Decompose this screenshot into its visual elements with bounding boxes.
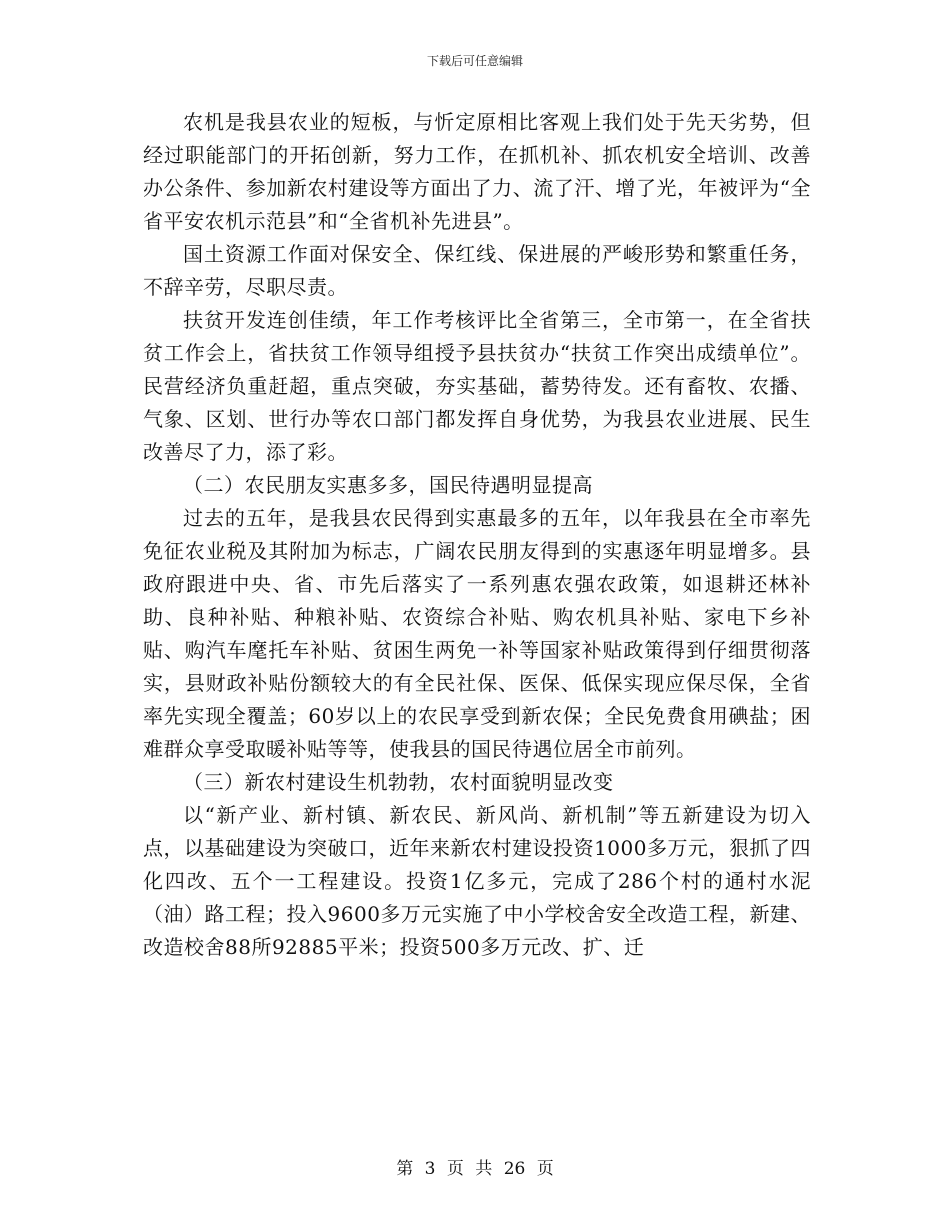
document-body — [143, 106, 811, 964]
paragraph-agri-machinery: 农机是我县农业的短板，与忻定原相比客观上我们处于先天劣势，但经过职能部门的开拓创新，努力工作，在抓机补、抓农机安全培训、改善办公条件、参加新农村建设等方面出了力、流了汗、增了光，年被评为“全省平安农机示范县”和“全省机补先进县”。 — [143, 110, 811, 233]
paragraph-land-resources: 国土资源工作面对保安全、保红线、保进展的严峻形势和繁重任务，不辞辛劳，尽职尽责。 — [143, 242, 811, 299]
section-heading-2: （二）农民朋友实惠多多，国民待遇明显提高 — [183, 473, 593, 497]
page-header-note: 下载后可任意编辑 — [426, 54, 523, 68]
paragraph-farmer-benefits: 过去的五年，是我县农民得到实惠最多的五年，以年我县在全市率先免征农业税及其附加为标志，广阔农民朋友得到的实惠逐年明显增多。县政府跟进中央、省、市先后落实了一系列惠农强农政策，如退耕还林补助、良种补贴、种粮补贴、农资综合补贴、购农机具补贴、家电下乡补贴、购汽车麾托车补贴、贫困生两免一补等国家补贴政策得到仔细贯彻落实，县财政补贴份额较大的有全民社保、医保、低保实现应保尽保，全省率先实现全覆盖；60岁以上的农民享受到新农保；全民免费食用碘盐；困难群众享受取暖补贴等等，使我县的国民待遇位居全市前列。 — [143, 506, 811, 761]
paragraph-new-countryside: 以“新产业、新村镇、新农民、新风尚、新机制”等五新建设为切入点，以基础建设为突破口，近年来新农村建设投资1000多万元，狠抓了四化四改、五个一工程建设。投资1亿多元，完成了286个村的通村水泥（油）路工程；投入9600多万元实施了中小学校舍安全改造工程，新建、改造校舍88所92885平米；投资500多万元改、扩、迁 — [143, 803, 811, 959]
paragraph-poverty-alleviation: 扶贫开发连创佳绩，年工作考核评比全省第三，全市第一，在全省扶贫工作会上，省扶贫工作领导组授予县扶贫办“扶贫工作突出成绩单位”。民营经济负重赶超，重点突破，夯实基础，蓄势待发。还有畜牧、农播、气象、区划、世行办等农口部门都发挥自身优势，为我县农业进展、民生改善尽了力，添了彩。 — [143, 308, 811, 464]
section-heading-3: （三）新农村建设生机勃勃，农村面貌明显改变 — [183, 770, 614, 794]
page-number-footer: 第 3 页 共 26 页 — [396, 1159, 554, 1179]
